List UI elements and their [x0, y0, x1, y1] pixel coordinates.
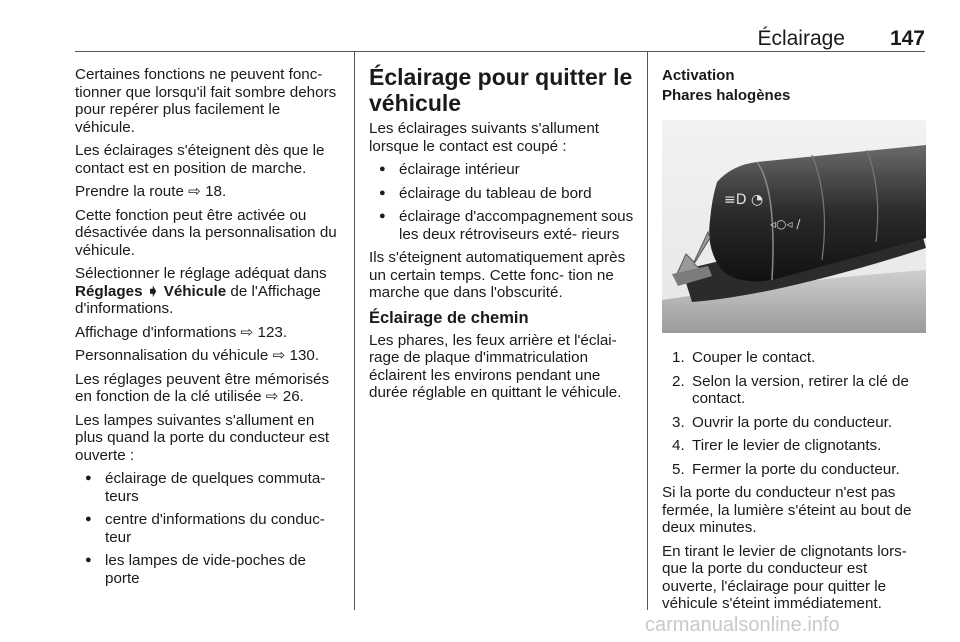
column-divider-1	[354, 52, 355, 610]
list-item: 4. Tirer le levier de clignotants.	[672, 437, 882, 454]
page-header	[75, 26, 925, 52]
paragraph: Si la porte du conducteur n'est pas fermée, la lumière s'éteint au bout de deux minutes.	[662, 484, 912, 536]
numbered-list	[662, 349, 926, 478]
section-heading: Éclairage pour quitter le véhicule	[369, 64, 633, 116]
paragraph: Sélectionner le réglage adéquat dans Réglages ➧ Véhicule de l'Affichage d'informations.	[75, 265, 327, 317]
column-2	[369, 64, 637, 408]
subheading-activation: Activation	[662, 67, 735, 84]
paragraph: Les phares, les feux arrière et l'éclai- rage de plaque d'immatriculation éclairent les environs pendant une durée réglable en quittant le véhicule.	[369, 331, 622, 401]
list-item: 2. Selon la version, retirer la clé de contact.	[672, 372, 909, 407]
menu-path-vehicle: Véhicule	[163, 282, 227, 300]
cross-reference: Personnalisation du véhicule ⇨ 130.	[75, 347, 320, 364]
svg-text:◃○◃ /: ◃○◃ /	[770, 217, 801, 231]
paragraph: En tirant le levier de clignotants lors- que la porte du conducteur est ouverte, l'éclairage pour quitter le véhicule s'éteint immédiatement.	[662, 542, 907, 612]
paragraph: Les éclairages suivants s'allument lorsque le contact est coupé :	[369, 120, 599, 155]
list-item: ● éclairage du tableau de bord	[369, 185, 637, 203]
paragraph: Les lampes suivantes s'allument en plus quand la porte du conducteur est ouverte :	[75, 411, 330, 464]
list-item: 5. Fermer la porte du conducteur.	[672, 460, 900, 478]
list-item: ● éclairage d'accompagnement sous les deux rétroviseurs exté- rieurs	[369, 208, 637, 243]
list-item: 1. Couper le contact.	[672, 349, 816, 366]
subsection-heading: Éclairage de chemin	[369, 308, 529, 327]
page-number: 147	[889, 27, 925, 50]
section-title: Éclairage	[757, 27, 845, 50]
paragraph: Ils s'éteignent automatiquement après un certain temps. Cette fonc- tion ne marche que dans l'obscurité.	[369, 249, 626, 301]
menu-path-settings: Réglages	[75, 282, 143, 300]
subheading-halogen: Phares halogènes	[662, 87, 791, 104]
arrow-icon: ➧	[142, 282, 164, 300]
column-1	[75, 66, 340, 593]
parking-light-symbol-icon	[770, 217, 801, 231]
header-rule	[75, 51, 925, 52]
list-item: ● centre d'informations du conduc- teur	[75, 511, 340, 546]
headlight-symbol-icon	[724, 192, 763, 208]
lever-figure-svg	[662, 120, 926, 333]
paragraph: Cette fonction peut être activée ou désactivée dans la personnalisation du véhicule.	[75, 206, 337, 259]
list-item: ● éclairage de quelques commuta- teurs	[75, 470, 340, 505]
list-item: 3. Ouvrir la porte du conducteur.	[672, 413, 893, 431]
bullet-list	[369, 161, 637, 243]
paragraph: Les éclairages s'éteignent dès que le contact est en position de marche.	[75, 142, 325, 177]
column-3	[662, 66, 926, 619]
paragraph: Les réglages peuvent être mémorisés en fonction de la clé utilisée ⇨ 26.	[75, 370, 330, 405]
cross-reference: Affichage d'informations ⇨ 123.	[75, 323, 288, 341]
list-item: ● éclairage intérieur	[369, 161, 637, 179]
turn-signal-lever-illustration	[662, 120, 926, 333]
svg-text:≡D ◔: ≡D ◔	[724, 192, 764, 208]
list-item: ● les lampes de vide-poches de porte	[75, 552, 340, 587]
column-divider-2	[647, 52, 648, 610]
paragraph: Certaines fonctions ne peuvent fonc- tionner que lorsqu'il fait sombre dehors pour repérer plus facilement le véhicule.	[75, 66, 337, 136]
bullet-list	[75, 470, 340, 587]
cross-reference: Prendre la route ⇨ 18.	[75, 183, 227, 200]
watermark: carmanualsonline.info	[645, 614, 840, 636]
